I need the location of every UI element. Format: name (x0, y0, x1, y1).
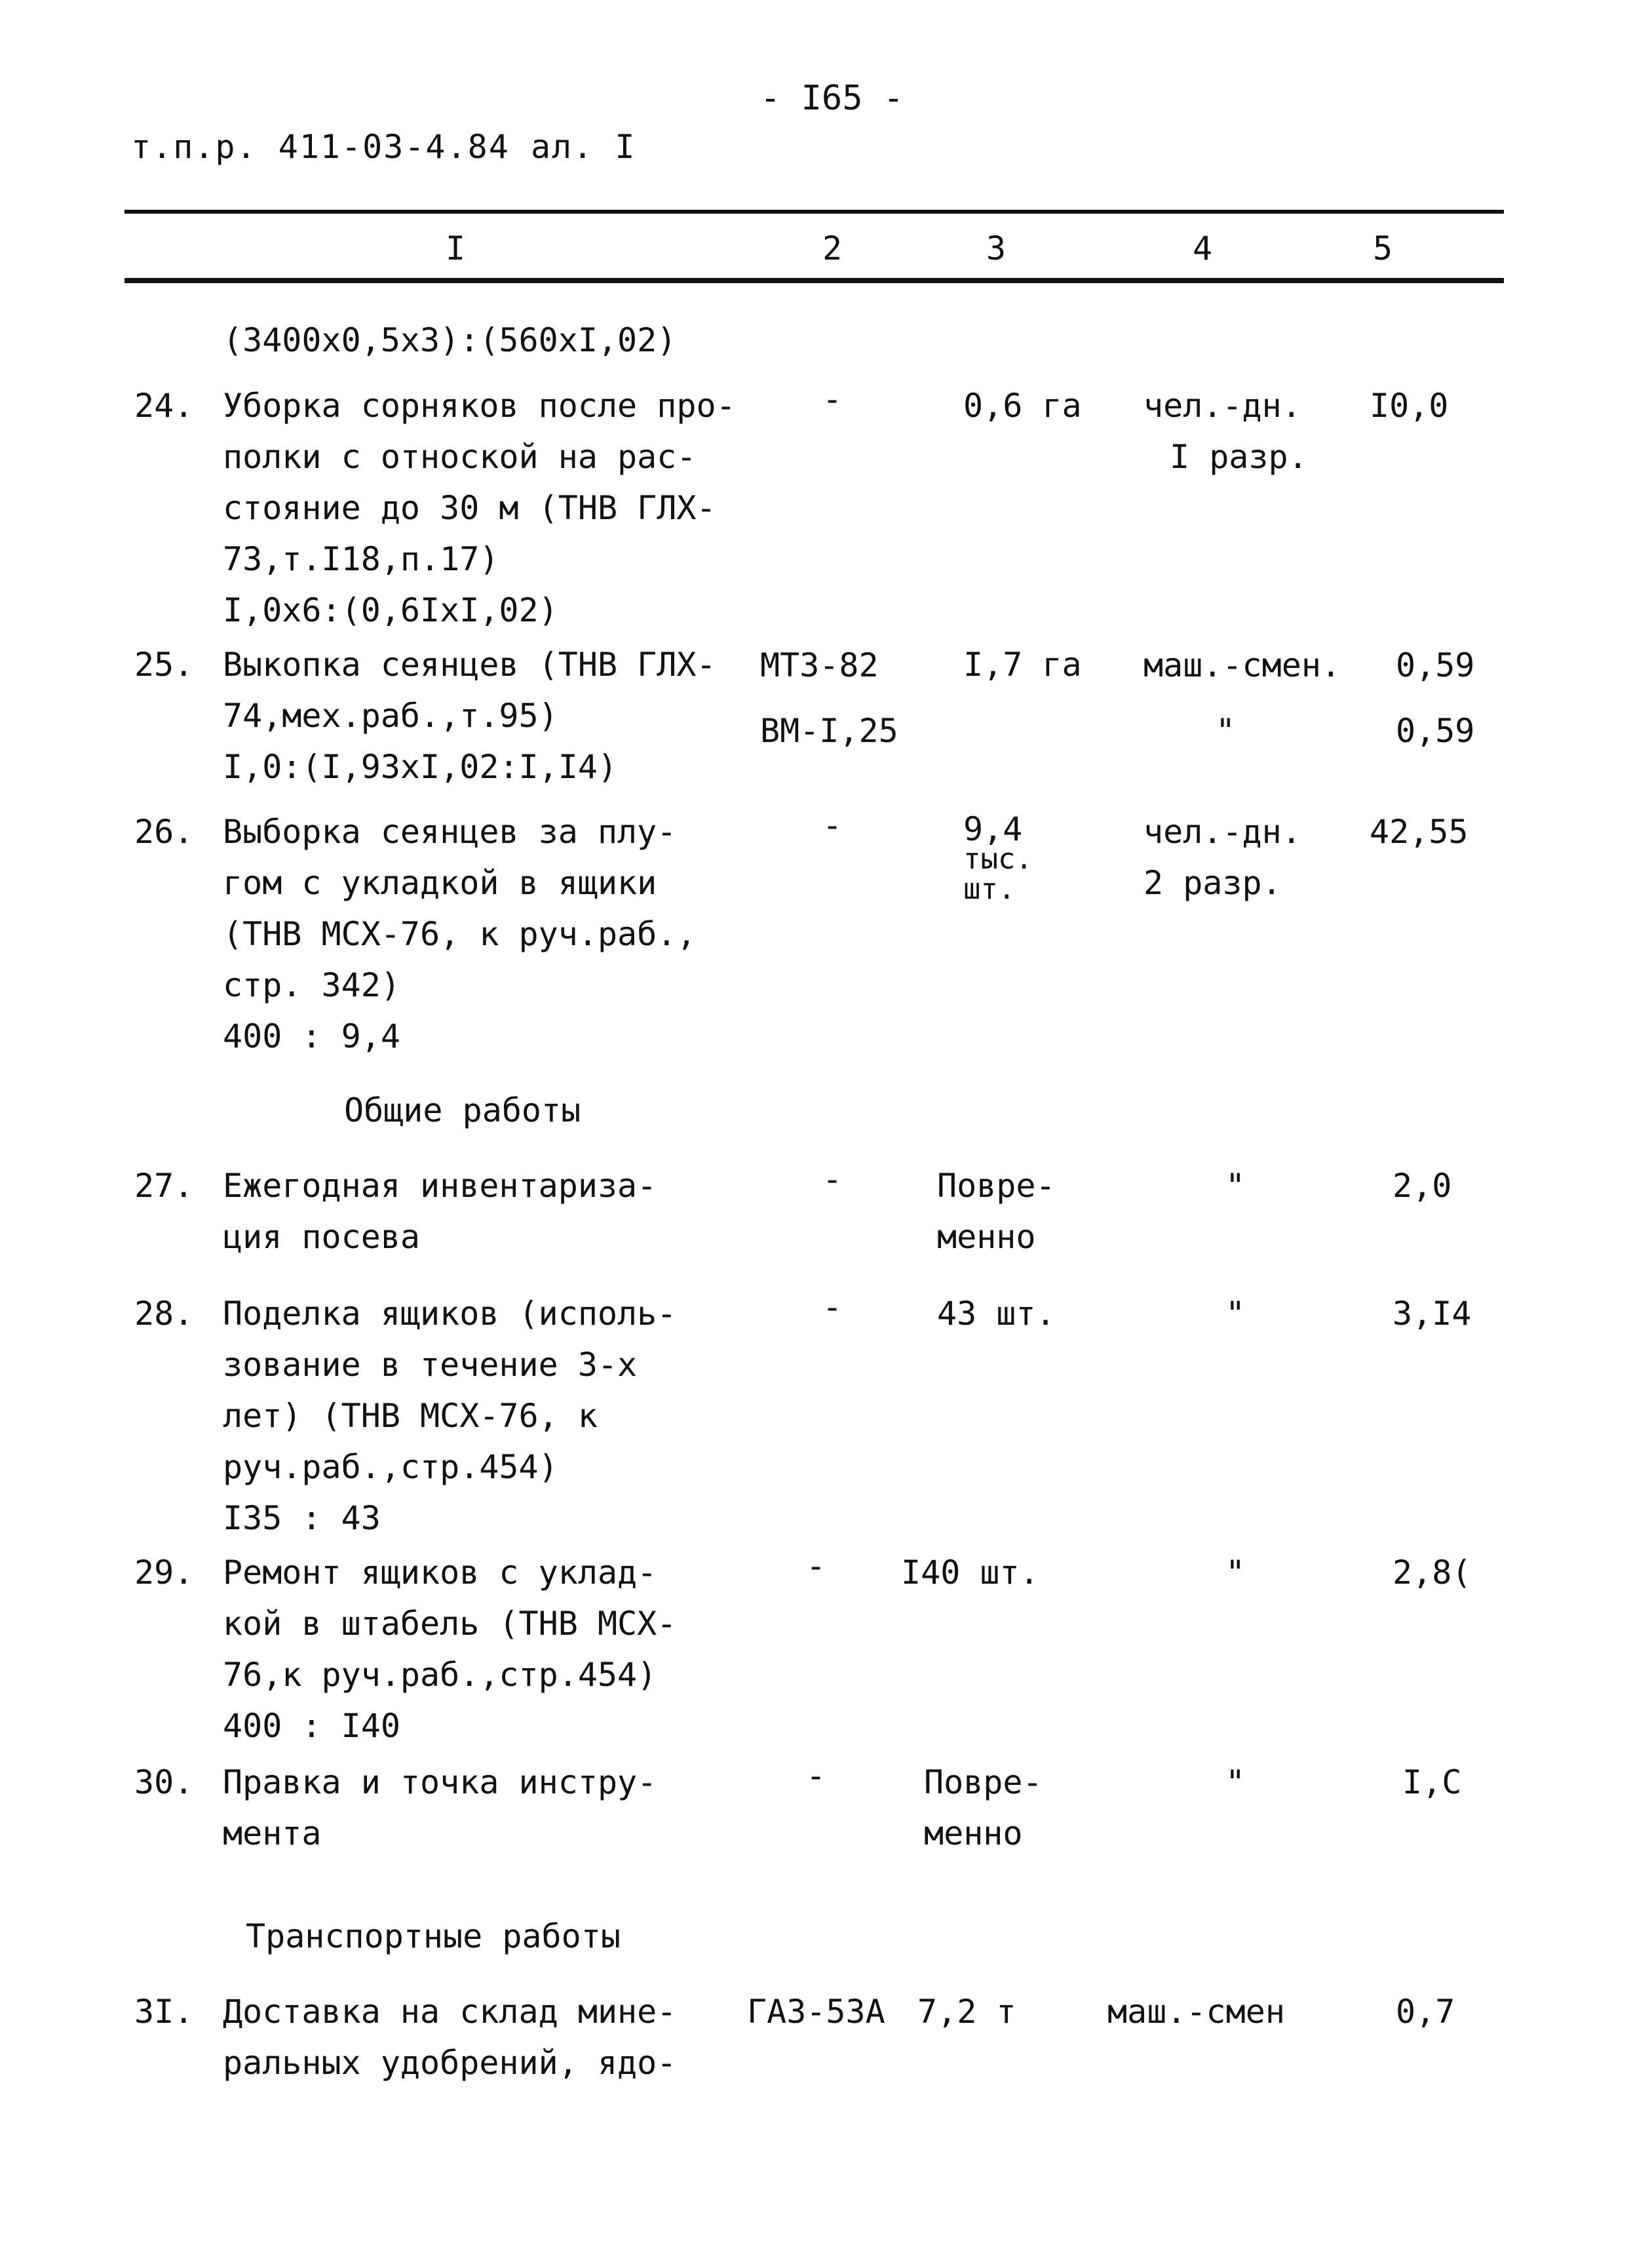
row-description: Правка и точка инстру- мента (223, 1763, 657, 1852)
continuation-formula: (3400x0,5x3):(560xI,02) (223, 321, 677, 359)
row-description: Доставка на склад мине- ральных удобрений, ядо- (223, 1993, 677, 2082)
section-heading: Транспортные работы (246, 1917, 621, 1955)
row-unit: " (1225, 1295, 1246, 1333)
row-unit: чел.-дн. I разр. (1143, 387, 1308, 476)
row-description: Выкопка сеянцев (ТНВ ГЛХ- 74,мех.раб.,т.95) I,0:(I,93xI,02:I,I4) (223, 646, 716, 786)
row-description: Ежегодная инвентариза- ция посева (223, 1167, 657, 1256)
row-number: 28. (134, 1295, 194, 1333)
row-value: I,C (1402, 1763, 1462, 1801)
row-description: Поделка ящиков (исполь- зование в течение 3-х лет) (ТНВ МСХ-76, к руч.раб.,стр.454) I35 : 43 (223, 1295, 677, 1537)
row-equipment: - (806, 1547, 826, 1585)
row-number: 30. (134, 1763, 194, 1801)
row-equipment: ГАЗ-53А (747, 1993, 885, 2031)
column-header-2: 2 (822, 229, 843, 267)
row-volume: Повре- менно (924, 1763, 1043, 1852)
column-header-1: I (446, 229, 466, 267)
row-description: Выборка сеянцев за плу- гом с укладкой в ящики (ТНВ МСХ-76, к руч.раб., стр. 342) 400 : 9,4 (223, 813, 697, 1055)
row-equipment: - (822, 380, 843, 418)
row-volume: 0,6 га (963, 387, 1082, 425)
row-unit: маш.-смен. " (1143, 646, 1341, 750)
table-top-rule (125, 210, 1504, 214)
page-number: - I65 - (760, 79, 904, 118)
row-unit: маш.-смен (1107, 1993, 1285, 2031)
row-value: 2,0 (1393, 1167, 1452, 1205)
row-value: 0,7 (1396, 1993, 1455, 2031)
row-number: 3I. (134, 1993, 194, 2031)
row-value: 2,8( (1393, 1554, 1472, 1592)
row-volume: Повре- менно (937, 1167, 1056, 1256)
row-description: Уборка сорняков после про- полки с отноской на рас- стояние до 30 м (ТНВ ГЛХ- 73,т.I18,п.17) I,0x6:(0,6IxI,02) (223, 387, 736, 629)
row-number: 27. (134, 1167, 194, 1205)
row-number: 29. (134, 1554, 194, 1592)
row-unit: " (1225, 1554, 1246, 1592)
row-equipment: - (806, 1757, 826, 1795)
row-equipment: МТЗ-82 ВМ-I,25 (760, 646, 898, 750)
row-unit: " (1225, 1763, 1246, 1801)
row-volume: 7,2 т (917, 1993, 1016, 2031)
row-volume: I40 шт. (901, 1554, 1039, 1592)
row-volume: 43 шт. (937, 1295, 1056, 1333)
row-unit: чел.-дн. 2 разр. (1143, 813, 1301, 902)
row-equipment: - (822, 1288, 843, 1326)
row-description: Ремонт ящиков с уклад- кой в штабель (ТНВ МСХ- 76,к руч.раб.,стр.454) 400 : I40 (223, 1554, 677, 1745)
row-equipment: - (822, 1160, 843, 1198)
row-value: 0,59 0,59 (1396, 646, 1475, 750)
row-value: 42,55 (1370, 813, 1469, 851)
column-header-4: 4 (1193, 229, 1213, 267)
row-equipment: - (822, 806, 843, 844)
table-header-rule (125, 278, 1504, 283)
row-unit: " (1225, 1167, 1246, 1205)
column-header-5: 5 (1373, 229, 1393, 267)
row-volume: I,7 га (963, 646, 1082, 684)
row-volume: 9,4 тыс. шт. (963, 810, 1033, 906)
section-heading: Общие работы (344, 1091, 581, 1129)
column-header-3: 3 (986, 229, 1007, 267)
row-value: I0,0 (1370, 387, 1449, 425)
row-number: 24. (134, 387, 194, 425)
row-number: 26. (134, 813, 194, 851)
row-value: 3,I4 (1393, 1295, 1472, 1333)
document-reference: т.п.р. 411-03-4.84 ал. I (131, 128, 636, 166)
row-number: 25. (134, 646, 194, 684)
